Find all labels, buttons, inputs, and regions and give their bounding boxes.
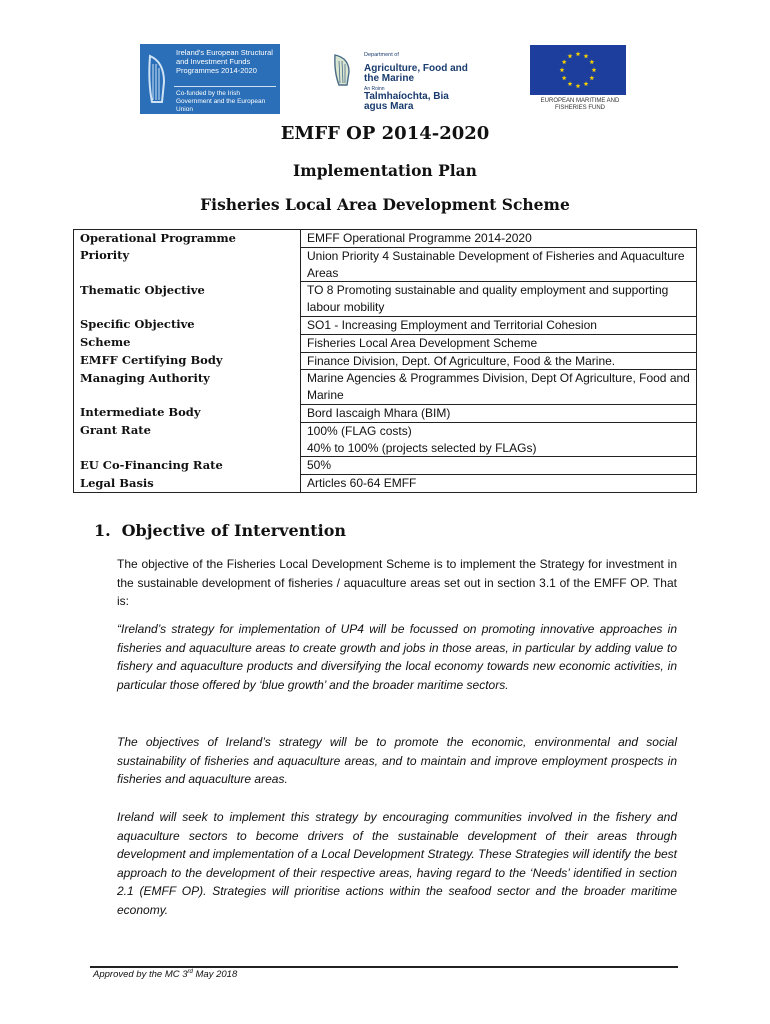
dafm-dept-of: Department of [364,52,399,58]
dafm-irish-name: Talmhaíochta, Bia agus Mara [364,91,449,112]
intro-paragraph: The objective of the Fisheries Local Development Scheme is to implement the Strategy for investment in the sustainable development of fisheries / aquaculture areas set out in section 3.1 of the EMFF OP. That is: [117,557,677,608]
dafm-name: Agriculture, Food and the Marine [364,63,468,84]
grant-rate-flag: 100% (FLAG costs) [307,423,412,438]
table-row [74,475,697,493]
row-value: EMFF Operational Programme 2014-2020 [301,230,697,248]
table-row [74,282,697,317]
table-row [74,352,697,370]
emff-caption: EUROPEAN MARITIME AND FISHERIES FUND [540,98,620,111]
cofunded-text: Co-funded by the Irish Government and the European Union [176,90,266,113]
footer-text: Approved by the MC 3 [93,969,188,981]
row-value: TO 8 Promoting sustainable and quality employment and supporting labour mobility [301,282,697,317]
quote-paragraph-3: Ireland will seek to implement this strategy by encouraging communities involved in the fishery and aquaculture sectors to become drivers of the sustainable development of their areas through development and implementation of a Local Development Strategy. These Strategies will identify the best approach to the development of their respective areas, having regard to the ‘Needs’ identified in section 2.1 (EMFF OP). Strategies will prioritise actions within the seafood sector and the broader maritime economy. [117,810,677,917]
row-value: Bord Iascaigh Mhara (BIM) [301,404,697,422]
row-value: Union Priority 4 Sustainable Development of Fisheries and Aquaculture Areas [301,247,697,282]
section-number: 1. [94,521,111,540]
row-value: Articles 60-64 EMFF [301,475,697,493]
scheme-title: Fisheries Local Area Development Scheme [200,195,570,214]
table-row [74,457,697,475]
document-title: EMFF OP 2014-2020 [280,123,490,144]
row-value: Marine Agencies & Programmes Division, Dept Of Agriculture, Food and Marine [301,370,697,405]
row-value [301,422,697,457]
approval-footer [93,969,237,980]
quote-paragraph-2: The objectives of Ireland’s strategy will be to promote the economic, environmental and social sustainability of fisheries and aquaculture areas, and to maintain and improve employment prospects in fisheries and aquaculture areas. [117,735,677,786]
grant-rate-projects: 40% to 100% (projects selected by FLAGs) [307,440,537,455]
emff-logo [530,45,630,117]
table-row [74,370,697,405]
table-row [74,334,697,352]
row-value: Fisheries Local Area Development Scheme [301,334,697,352]
harp-icon [332,52,356,88]
logo-divider [174,86,276,87]
table-row [74,247,697,282]
row-label: Legal Basis [74,475,301,493]
row-value: SO1 - Increasing Employment and Territorial Cohesion [301,316,697,334]
row-label: Operational Programme [74,230,301,248]
row-label: Managing Authority [74,370,301,405]
row-label: Priority [74,247,301,282]
document-subtitle: Implementation Plan [293,161,477,180]
eu-flag-icon [530,45,626,95]
section-heading [94,521,346,540]
footer-rule [90,966,678,968]
dafm-an-roinn: An Roinn [364,86,385,92]
table-row [74,316,697,334]
table-row [74,422,697,457]
row-label: Grant Rate [74,422,301,457]
quote-paragraph-1: “Ireland’s strategy for implementation of UP4 will be focussed on promoting innovative approaches in fisheries and aquaculture areas to create growth and jobs in those areas, in particular by adding value to fishery and aquaculture products and diversifying the local economy towards new economic activities, in particular those offered by ‘blue growth’ and the broader maritime sectors. [117,622,677,692]
section-title: Objective of Intervention [121,521,347,540]
row-label: Specific Objective [74,316,301,334]
harp-icon [146,52,168,106]
programme-info-table [73,229,697,493]
row-value: 50% [301,457,697,475]
row-label: Thematic Objective [74,282,301,317]
row-label: EMFF Certifying Body [74,352,301,370]
table-row [74,404,697,422]
dafm-logo [328,48,468,114]
row-value: Finance Division, Dept. Of Agriculture, Food & the Marine. [301,352,697,370]
esif-programme-text: Ireland's European Structural and Investment Funds Programmes 2014-2020 [176,48,273,75]
row-label: Intermediate Body [74,404,301,422]
row-label: Scheme [74,334,301,352]
footer-date: May 2018 [192,969,238,981]
row-label: EU Co-Financing Rate [74,457,301,475]
footer-superscript: rd [187,969,193,975]
ireland-esif-logo [140,44,280,114]
table-row [74,230,697,248]
